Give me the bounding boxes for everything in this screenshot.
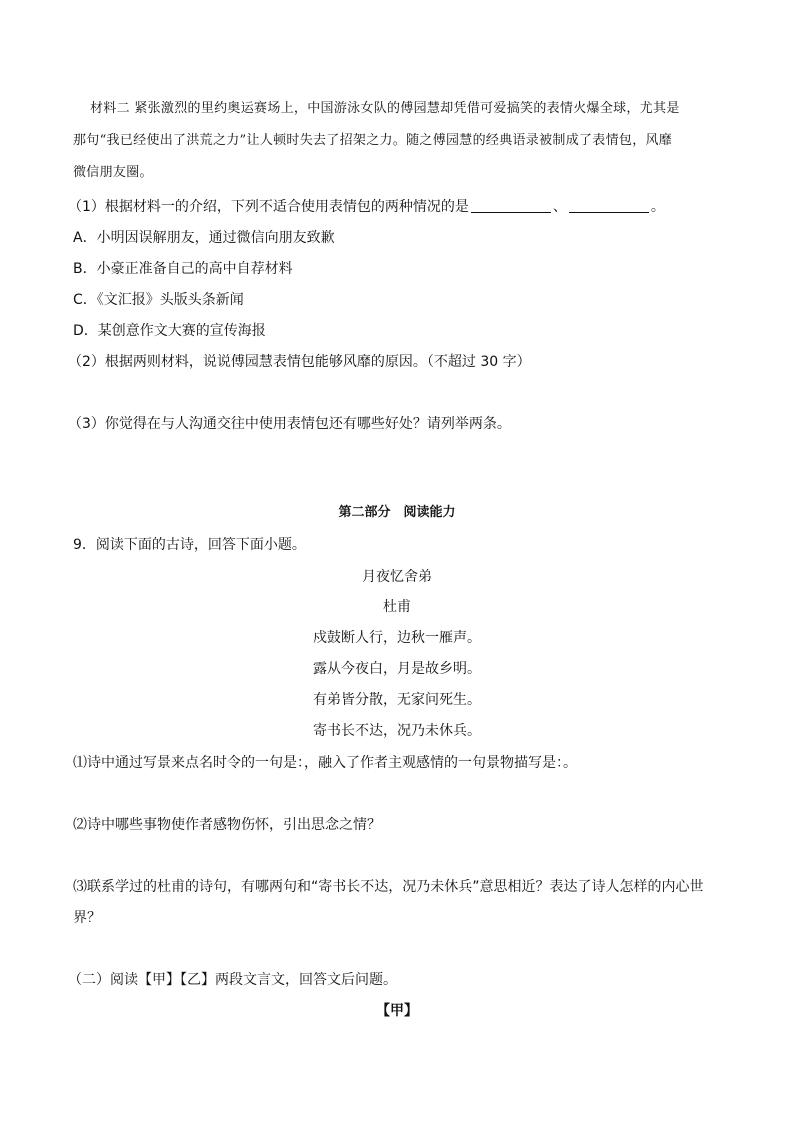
material2-line1: 材料二 紧张激烈的里约奥运赛场上，中国游泳女队的傅园慧却凭借可爱搞笑的表情火爆全球，尤其是	[90, 101, 680, 116]
option-d: D．某创意作文大赛的宣传海报	[73, 323, 266, 339]
section-2-heading: （二）阅读【甲】【乙】两段文言文，回答文后问题。	[68, 972, 397, 988]
poem-author: 杜甫	[383, 599, 411, 615]
question-2: （2）根据两则材料，说说傅园慧表情包能够风靡的原因。（不超过 30 字）	[68, 354, 531, 370]
poem-title: 月夜忆舍弟	[362, 569, 432, 585]
material2-line2: 那句“我已经使出了洪荒之力”让人顿时失去了招架之力。随之傅园慧的经典语录被制成了表情包，风靡	[73, 133, 673, 148]
sub-question-1: ⑴诗中通过写景来点名时令的一句是：，融入了作者主观感情的一句景物描写是：。	[73, 755, 577, 771]
sub-question-3-line1: ⑶联系学过的杜甫的诗句，有哪两句和“寄书长不达，况乃未休兵”意思相近？表达了诗人怎样的内心世	[73, 879, 704, 895]
answer-blank-1[interactable]	[471, 198, 551, 213]
blank-separator: 、	[552, 199, 567, 215]
sub-question-2: ⑵诗中哪些事物使作者感物伤怀，引出思念之情？	[73, 817, 381, 833]
poem-line-1: 戍鼓断人行，边秋一雁声。	[313, 630, 481, 646]
option-b: B．小豪正准备自己的高中自荐材料	[73, 261, 293, 277]
option-a: A．小明因误解朋友，通过微信向朋友致歉	[73, 230, 335, 246]
question-9-stem: 9．阅读下面的古诗，回答下面小题。	[73, 537, 306, 553]
poem-line-3: 有弟皆分散，无家问死生。	[313, 692, 481, 708]
poem-line-2: 露从今夜白，月是故乡明。	[313, 661, 481, 677]
option-c: C．《文汇报》头版头条新闻	[73, 292, 244, 308]
answer-blank-2[interactable]	[569, 198, 649, 213]
poem-line-4: 寄书长不达，况乃未休兵。	[313, 723, 481, 739]
question-3: （3）你觉得在与人沟通交往中使用表情包还有哪些好处？请列举两条。	[68, 416, 511, 432]
material2-line3: 微信朋友圈。	[73, 165, 153, 180]
question-1-stem	[68, 197, 665, 217]
sub-question-3-line2: 界？	[73, 910, 101, 926]
question-1-text: （1）根据材料一的介绍，下列不适合使用表情包的两种情况的是	[68, 199, 469, 215]
jia-heading: 【甲】	[376, 1003, 418, 1019]
question-1-end: 。	[650, 199, 665, 215]
part2-title: 第二部分 阅读能力	[338, 505, 456, 520]
